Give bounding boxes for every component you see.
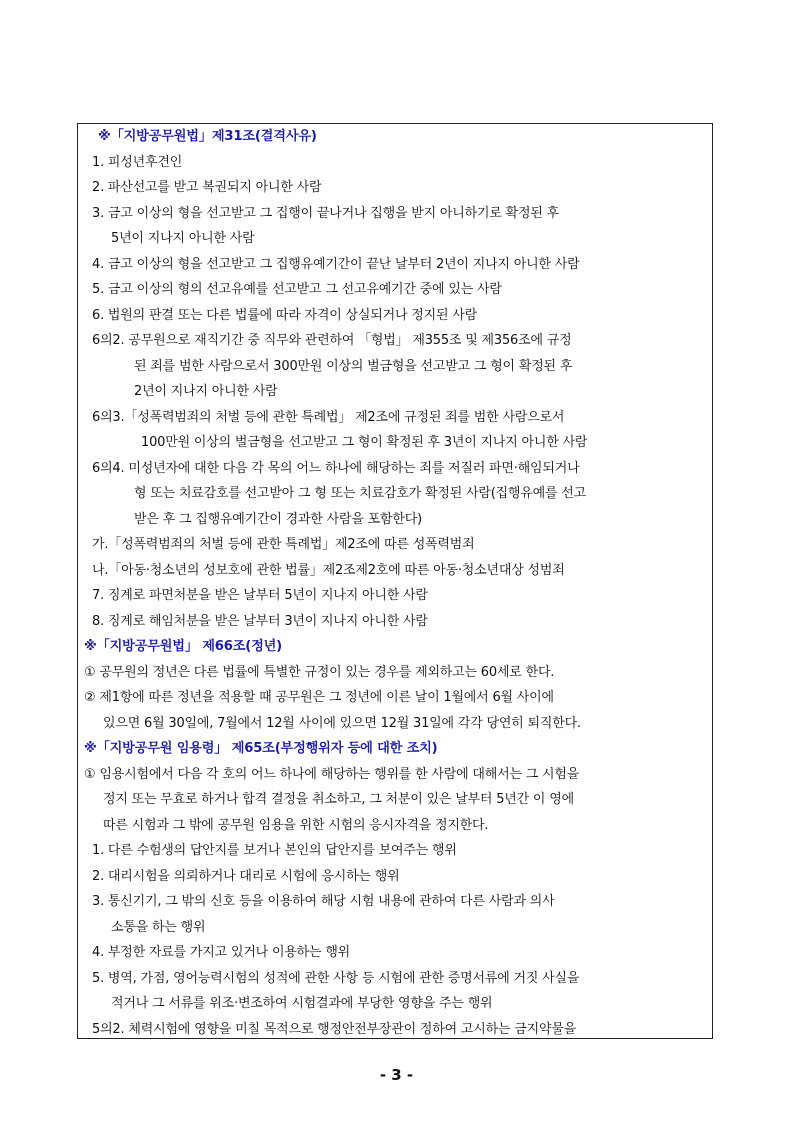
- list-item: 6의2. 공무원으로 재직기간 중 직무와 관련하여 「형법」 제355조 및 제356조에 규정: [92, 333, 572, 348]
- list-item-continuation: 소통을 하는 행위: [111, 920, 206, 935]
- list-item: 1. 다른 수험생의 답안지를 보거나 본인의 답안지를 보여주는 행위: [92, 843, 457, 858]
- list-item: ① 공무원의 정년은 다른 법률에 특별한 규정이 있는 경우를 제외하고는 60세로 한다.: [84, 665, 555, 680]
- page-number: - 3 -: [379, 1066, 414, 1084]
- list-item: ① 임용시험에서 다음 각 호의 어느 하나에 해당하는 행위를 한 사람에 대해서는 그 시험을: [84, 767, 580, 782]
- list-item: 5. 금고 이상의 형의 선고유예를 선고받고 그 선고유예기간 중에 있는 사람: [92, 282, 502, 297]
- list-item: 8. 징계로 해임처분을 받은 날부터 3년이 지나지 아니한 사람: [92, 614, 428, 629]
- section-heading: ※「지방공무원 임용령」 제65조(부정행위자 등에 대한 조치): [84, 741, 438, 756]
- list-item: 6의4. 미성년자에 대한 다음 각 목의 어느 하나에 해당하는 죄를 저질러 파면·해임되거나: [92, 461, 580, 476]
- list-item: 7. 징계로 파면처분을 받은 날부터 5년이 지나지 아니한 사람: [92, 588, 428, 603]
- list-item: 3. 통신기기, 그 밖의 신호 등을 이용하여 해당 시험 내용에 관하여 다른 사람과 의사: [92, 894, 555, 909]
- law-excerpt-box: [77, 123, 713, 1039]
- list-item: 2. 대리시험을 의뢰하거나 대리로 시험에 응시하는 행위: [92, 869, 400, 884]
- section-heading: ※「지방공무원법」제31조(결격사유): [98, 129, 317, 144]
- list-item: 4. 금고 이상의 형을 선고받고 그 집행유예기간이 끝난 날부터 2년이 지나지 아니한 사람: [92, 257, 580, 272]
- list-item: 5의2. 체력시험에 영향을 미칠 목적으로 행정안전부장관이 정하여 고시하는 금지약물을: [92, 1022, 577, 1037]
- list-item: 4. 부정한 자료를 가지고 있거나 이용하는 행위: [92, 945, 351, 960]
- list-item-continuation: 5년이 지나지 아니한 사람: [111, 231, 255, 246]
- list-item-continuation: 따른 시험과 그 밖에 공무원 임용을 위한 시험의 응시자격을 정지한다.: [103, 818, 489, 833]
- section-heading: ※「지방공무원법」 제66조(정년): [84, 639, 282, 654]
- list-item: 3. 금고 이상의 형을 선고받고 그 집행이 끝나거나 집행을 받지 아니하기로 확정된 후: [92, 206, 560, 221]
- list-item: 6. 법원의 판결 또는 다른 법률에 따라 자격이 상실되거나 정지된 사람: [92, 308, 477, 323]
- list-item-continuation: 받은 후 그 집행유예기간이 경과한 사람을 포함한다): [134, 512, 422, 527]
- list-item: 2. 파산선고를 받고 복권되지 아니한 사람: [92, 180, 322, 195]
- list-item: 1. 피성년후견인: [92, 155, 183, 170]
- list-item: ② 제1항에 따른 정년을 적용할 때 공무원은 그 정년에 이른 날이 1월에서 6월 사이에: [84, 690, 554, 705]
- list-item-continuation: 된 죄를 범한 사람으로서 300만원 이상의 벌금형을 선고받고 그 형이 확정된 후: [134, 359, 573, 374]
- sub-list-item: 가.「성폭력범죄의 처벌 등에 관한 특례법」제2조에 따른 성폭력범죄: [92, 537, 475, 552]
- list-item: 6의3.「성폭력범죄의 처벌 등에 관한 특례법」 제2조에 규정된 죄를 범한 사람으로서: [92, 410, 565, 425]
- sub-list-item: 나.「아동·청소년의 성보호에 관한 법률」제2조제2호에 따른 아동·청소년대상 성범죄: [92, 563, 565, 578]
- list-item-continuation: 있으면 6월 30일에, 7월에서 12월 사이에 있으면 12월 31일에 각각 당연히 퇴직한다.: [103, 716, 581, 731]
- list-item-continuation: 100만원 이상의 벌금형을 선고받고 그 형이 확정된 후 3년이 지나지 아니한 사람: [141, 435, 588, 450]
- list-item-continuation: 2년이 지나지 아니한 사람: [134, 384, 278, 399]
- list-item-continuation: 적거나 그 서류를 위조·변조하여 시험결과에 부당한 영향을 주는 행위: [111, 996, 493, 1011]
- list-item-continuation: 정지 또는 무효로 하거나 합격 결정을 취소하고, 그 처분이 있은 날부터 5년간 이 영에: [103, 792, 574, 807]
- list-item-continuation: 형 또는 치료감호를 선고받아 그 형 또는 치료감호가 확정된 사람(집행유예를 선고: [134, 486, 587, 501]
- list-item: 5. 병역, 가점, 영어능력시험의 성적에 관한 사항 등 시험에 관한 증명서류에 거짓 사실을: [92, 971, 580, 986]
